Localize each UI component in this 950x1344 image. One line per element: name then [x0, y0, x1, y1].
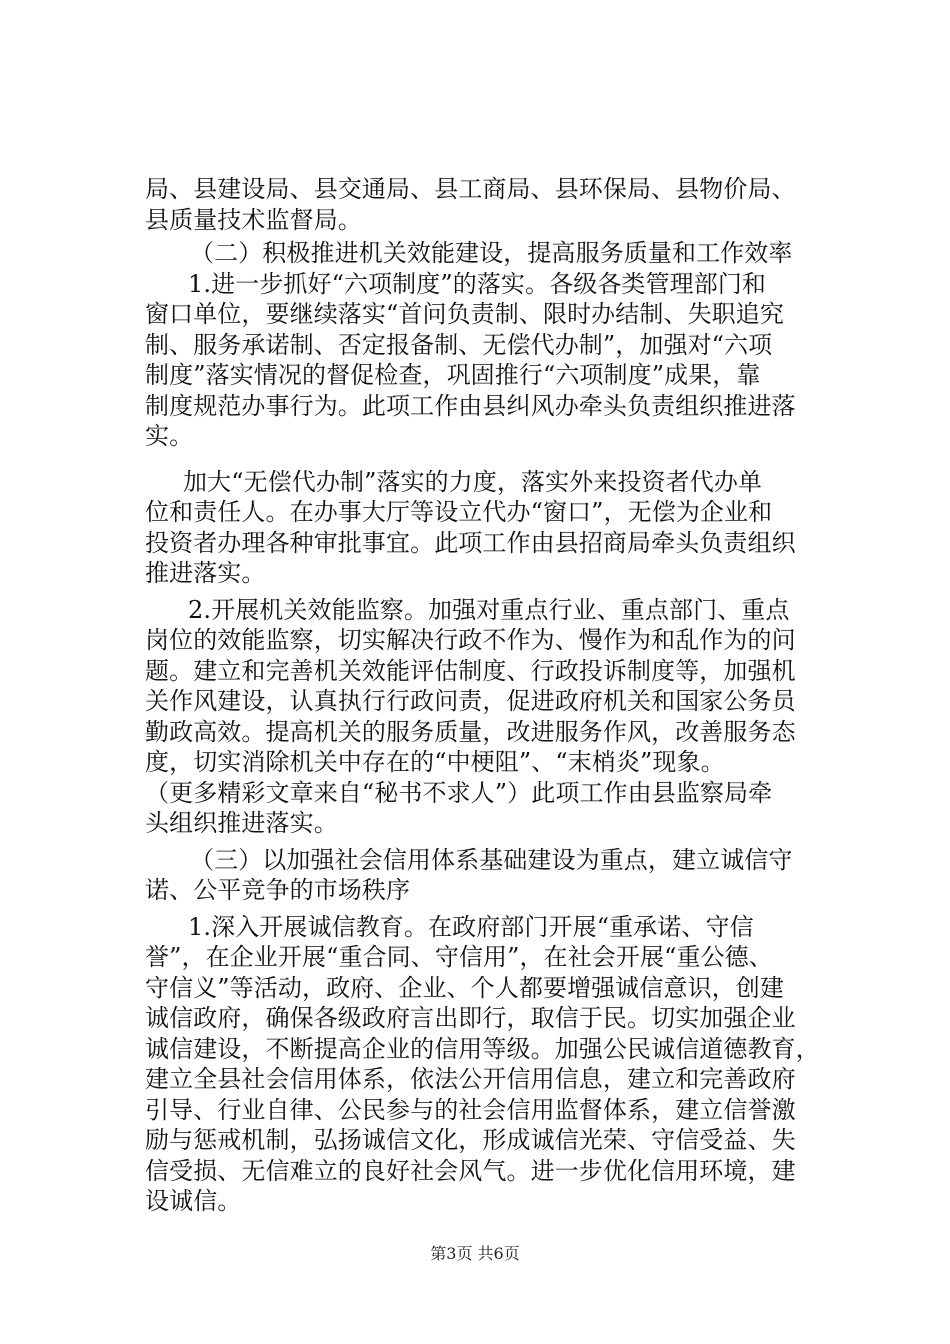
section-heading: （三）以加强社会信用体系基础建设为重点，建立诚信守 [190, 845, 793, 874]
text-line: 题。建立和完善机关效能评估制度、行政投诉制度等，加强机 [145, 656, 796, 685]
document-body [145, 174, 830, 1217]
text-line: 建立全县社会信用体系，依法公开信用信息，建立和完善政府 [145, 1065, 796, 1093]
text-line: 投资者办理各种审批事宜。此项工作由县招商局牵头负责组织 [145, 528, 796, 557]
text-line: 勤政高效。提高机关的服务质量，改进服务作风，改善服务态 [145, 717, 796, 746]
text-line: 引导、行业自律、公民参与的社会信用监督体系，建立信誉激 [145, 1095, 796, 1124]
text-line: 2.开展机关效能监察。加强对重点行业、重点部门、重点 [188, 595, 790, 624]
text-line: 诚信建设，不断提高企业的信用等级。加强公民诚信道德教育， [145, 1034, 820, 1063]
section-heading: （二）积极推进机关效能建设，提高服务质量和工作效率 [190, 239, 793, 267]
text-line: 推进落实。 [145, 559, 266, 587]
text-line: 1.深入开展诚信教育。在政府部门开展“重承诺、守信 [188, 912, 754, 941]
text-line: 局、县建设局、县交通局、县工商局、县环保局、县物价局、 [145, 175, 796, 203]
page-number: 第3页 共6页 [430, 1244, 520, 1263]
text-line: 制度”落实情况的督促检查，巩固推行“六项制度”成果，靠 [145, 361, 761, 389]
text-line: 守信义”等活动，政府、企业、个人都要增强诚信意识，创建 [145, 973, 784, 1002]
text-line: 誉”，在企业开展“重合同、守信用”，在社会开展“重公德、 [145, 943, 773, 971]
text-line: 头组织推进落实。 [145, 809, 338, 837]
text-line: 县质量技术监督局。 [145, 205, 362, 234]
text-line: 信受损、无信难立的良好社会风气。进一步优化信用环境，建 [145, 1156, 796, 1185]
text-line: 励与惩戒机制，弘扬诚信文化，形成诚信光荣、守信受益、失 [145, 1126, 796, 1154]
text-line: 窗口单位，要继续落实“首问负责制、限时办结制、失职追究 [145, 300, 784, 328]
text-line: 诚信政府，确保各级政府言出即行，取信于民。切实加强企业 [145, 1004, 796, 1032]
text-line: 加大“无偿代办制”落实的力度，落实外来投资者代办单 [183, 467, 763, 496]
text-line: （更多精彩文章来自“秘书不求人”）此项工作由县监察局牵 [145, 778, 773, 807]
text-line: 位和责任人。在办事大厅等设立代办“窗口”，无偿为企业和 [145, 498, 773, 526]
text-line: 设诚信。 [145, 1187, 242, 1215]
text-line: 度，切实消除机关中存在的“中梗阻”、“末梢炎”现象。 [145, 748, 725, 776]
text-line: 实。 [145, 422, 194, 450]
text-line: 制度规范办事行为。此项工作由县纠风办牵头负责组织推进落 [145, 391, 796, 420]
text-line: 关作风建设，认真执行行政问责，促进政府机关和国家公务员 [145, 687, 796, 715]
section-heading: 诺、公平竞争的市场秩序 [145, 876, 411, 904]
text-line: 制、服务承诺制、否定报备制、无偿代办制”，加强对“六项 [145, 330, 773, 359]
text-line: 岗位的效能监察，切实解决行政不作为、慢作为和乱作为的问 [145, 626, 796, 654]
text-line: 1.进一步抓好“六项制度”的落实。各级各类管理部门和 [188, 269, 767, 298]
page-footer [0, 1244, 950, 1264]
